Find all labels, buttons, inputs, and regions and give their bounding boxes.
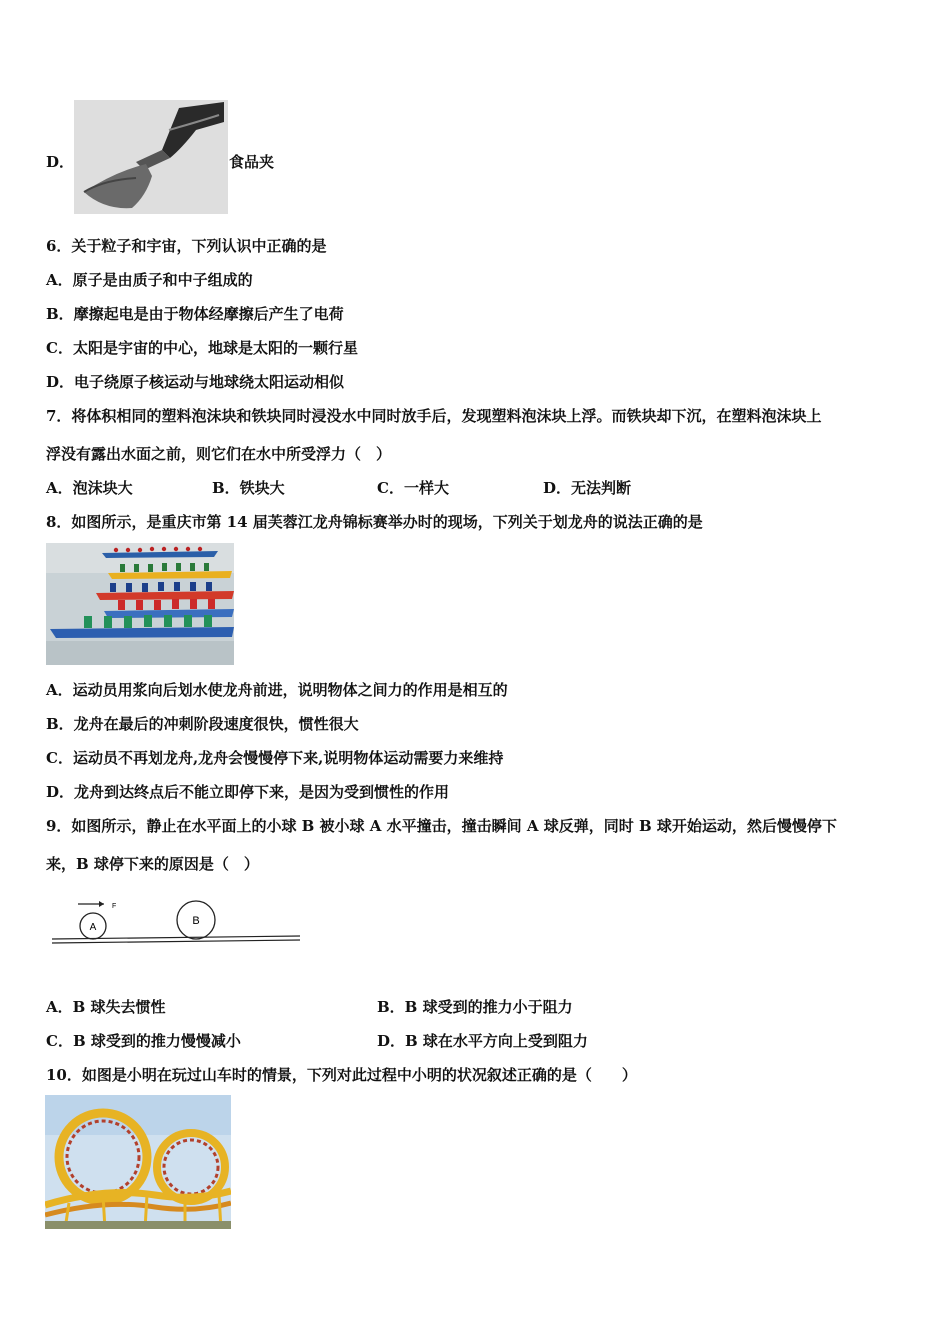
q7-stem-line2: 浮没有露出水面之前，则它们在水中所受浮力（ ） (46, 445, 392, 463)
q9-stem-line1: 9．如图所示，静止在水平面上的小球 B 被小球 A 水平撞击，撞击瞬间 A 球反弹，同时 B 球开始运动，然后慢慢停下 (46, 817, 837, 835)
ball-b-label: B (192, 915, 200, 927)
q7-option-b: B．铁块大 (212, 479, 285, 497)
dragon-boat-photo (46, 543, 234, 665)
q10-stem: 10．如图是小明在玩过山车时的情景，下列对此过程中小明的状况叙述正确的是（ ） (46, 1066, 637, 1084)
q6-option-d: D．电子绕原子核运动与地球绕太阳运动相似 (46, 373, 345, 391)
q6-option-c: C．太阳是宇宙的中心，地球是太阳的一颗行星 (46, 339, 358, 357)
q9-option-c: C．B 球受到的推力慢慢减小 (46, 1032, 241, 1050)
q6-option-b: B．摩擦起电是由于物体经摩擦后产生了电荷 (46, 305, 344, 323)
q9-option-b: B．B 球受到的推力小于阻力 (377, 998, 573, 1016)
q7-stem-line1: 7．将体积相同的塑料泡沫块和铁块同时浸没水中同时放手后，发现塑料泡沫块上浮。而铁块却下沉，在塑料泡沫块上 (46, 407, 822, 425)
q5-option-d-label: D． (46, 153, 75, 171)
q8-option-a: A．运动员用浆向后划水使龙舟前进，说明物体之间力的作用是相互的 (46, 681, 508, 699)
q8-option-d: D．龙舟到达终点后不能立即停下来，是因为受到惯性的作用 (46, 783, 450, 801)
q5-option-d-caption: 食品夹 (229, 153, 275, 171)
roller-coaster-photo (45, 1095, 231, 1229)
q8-stem: 8．如图所示，是重庆市第 14 届芙蓉江龙舟锦标赛举办时的现场，下列关于划龙舟的说法正确的是 (46, 513, 703, 531)
q8-option-c: C．运动员不再划龙舟,龙舟会慢慢停下来,说明物体运动需要力来维持 (46, 749, 504, 767)
q7-option-d: D．无法判断 (543, 479, 632, 497)
q8-option-b: B．龙舟在最后的冲刺阶段速度很快，惯性很大 (46, 715, 359, 733)
q7-option-a: A．泡沫块大 (46, 479, 133, 497)
q6-stem: 6．关于粒子和宇宙，下列认识中正确的是 (46, 237, 327, 255)
food-clip-photo (74, 100, 228, 214)
force-arrow-label: F (112, 903, 117, 910)
q9-stem-line2: 来，B 球停下来的原因是（ ） (46, 855, 259, 873)
q7-option-c: C．一样大 (377, 479, 449, 497)
ball-collision-diagram (52, 896, 302, 952)
ball-a-label: A (89, 922, 97, 933)
q9-option-d: D．B 球在水平方向上受到阻力 (377, 1032, 588, 1050)
q6-option-a: A．原子是由质子和中子组成的 (46, 271, 253, 289)
q9-option-a: A．B 球失去惯性 (46, 998, 166, 1016)
